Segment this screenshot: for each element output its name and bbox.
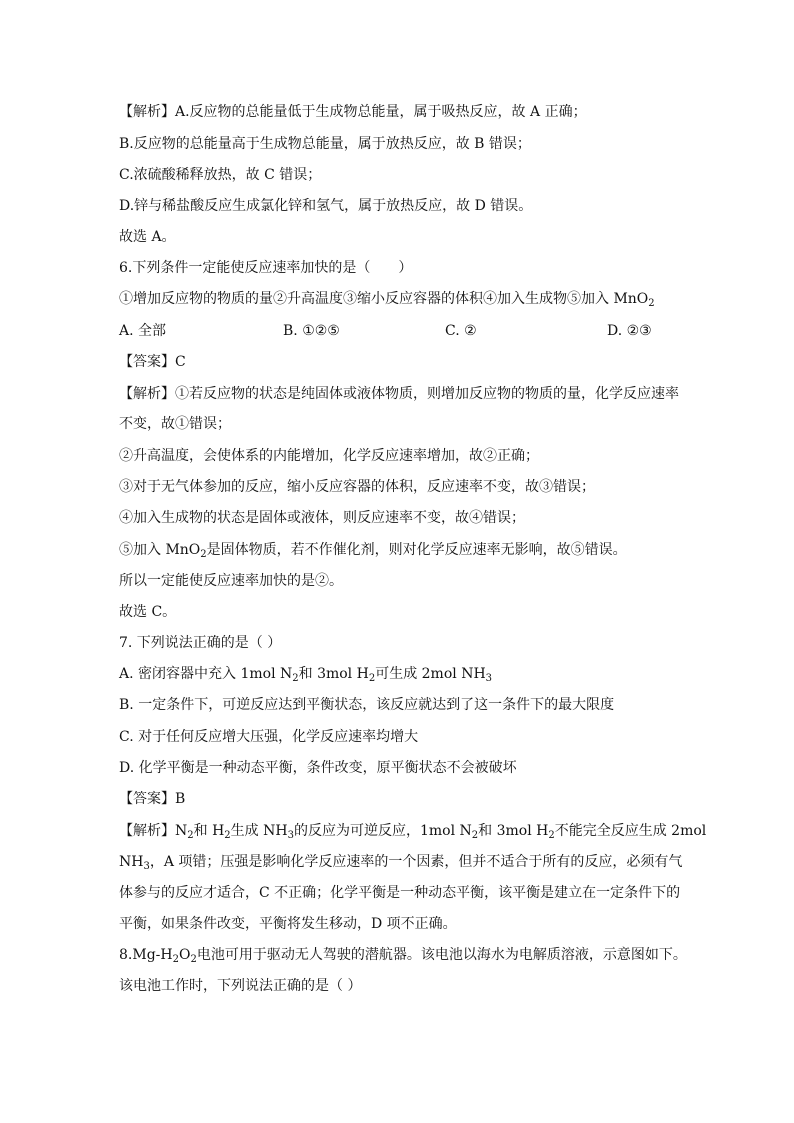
text-line [119,540,627,565]
subscript: 2 [172,954,179,965]
text-line: 故选 A。 [119,229,176,245]
subscript: 3 [143,861,150,872]
answer-line: 【答案】B [119,791,186,807]
text-line [119,821,706,846]
q6-option-a: A. 全部 [119,323,167,339]
text-line: 体参与的反应才适合，C 不正确；化学平衡是一种动态平衡，该平衡是建立在一定条件下的 [119,885,681,901]
text-run: 是固体物质，若不作催化剂，则对化学反应速率无影响，故⑤错误。 [206,542,627,558]
text-run: 的反应为可逆反应，1mol N [293,823,472,839]
subscript: 2 [548,830,555,841]
text-line: 不变，故①错误； [119,416,231,432]
text-run: 8.Mg-H [119,947,173,963]
text-line: ③对于无气体参加的反应，缩小反应容器的体积，反应速率不变，故③错误； [119,479,595,495]
text-run: 【解析】N [119,823,188,839]
text-line: 该电池工作时，下列说法正确的是（ ） [119,978,362,994]
subscript: 2 [368,673,376,684]
text-line: 平衡，如果条件改变，平衡将发生移动，D 项不正确。 [119,916,457,932]
text-line: 故选 C。 [119,604,177,620]
q7-option-a [119,664,492,689]
text-line: C.浓硫酸稀释放热，故 C 错误； [119,167,322,183]
text-line: D.锌与稀盐酸反应生成氯化锌和氢气，属于放热反应，故 D 错误。 [119,198,533,214]
text-line: B.反应物的总能量高于生成物总能量，属于放热反应，故 B 错误； [119,136,531,152]
subscript: 2 [224,830,231,841]
q6-option-b: B. ①②⑤ [283,323,340,339]
subscript: 2 [292,673,299,684]
text-run: 生成 NH [230,823,288,839]
q7-option-b: B. 一定条件下，可逆反应达到平衡状态，该反应就达到了这一条件下的最大限度 [119,697,615,713]
text-line: 【解析】①若反应物的状态是纯固体或液体物质，则增加反应物的物质的量，化学反应速率 [119,386,679,402]
question-8-stem [119,945,687,970]
text-run: 可生成 2mol NH [375,666,486,682]
text-line: 【解析】A.反应物的总能量低于生成物总能量，属于吸热反应，故 A 正确； [119,104,587,120]
text-run: 和 3mol H [298,666,369,682]
text-line [119,852,682,877]
question-6-conditions [119,289,655,314]
text-line: ④加入生成物的状态是固体或液体，则反应速率不变，故④错误； [119,510,525,526]
subscript: 3 [287,830,294,841]
q6-option-c: C. ② [445,323,477,339]
subscript: 2 [648,298,655,309]
q6-option-d: D. ②③ [607,323,652,339]
subscript: 2 [190,954,197,965]
text-run: 和 H [193,823,225,839]
text-run: ①增加反应物的物质的量②升高温度③缩小反应容器的体积④加入生成物⑤加入 MnO [119,291,649,307]
answer-line: 【答案】C [119,354,186,370]
subscript: 2 [200,549,207,560]
text-run: ⑤加入 MnO [119,542,201,558]
text-run: A. 密闭容器中充入 1mol N [119,666,293,682]
subscript: 3 [485,673,493,684]
text-run: 和 3mol H [478,823,549,839]
text-run: ，A 项错；压强是影响化学反应速率的一个因素，但并不适合于所有的反应，必须有气 [149,854,683,870]
text-run: 不能完全反应生成 2mol [554,823,707,839]
q7-option-c: C. 对于任何反应增大压强，化学反应速率均增大 [119,729,419,745]
subscript: 2 [471,830,479,841]
text-run: O [178,947,191,963]
text-run: NH [119,854,144,870]
question-7-stem: 7. 下列说法正确的是（ ） [119,635,282,651]
text-run: 电池可用于驱动无人驾驶的潜航器。该电池以海水为电解质溶液，示意图如下。 [196,947,687,963]
question-6-stem: 6.下列条件一定能使反应速率加快的是（ ） [119,260,413,276]
text-line: 所以一定能使反应速率加快的是②。 [119,573,343,589]
q7-option-d: D. 化学平衡是一种动态平衡，条件改变，原平衡状态不会被破坏 [119,760,517,776]
text-line: ②升高温度，会使体系的内能增加，化学反应速率增加，故②正确； [119,448,539,464]
subscript: 2 [187,830,194,841]
